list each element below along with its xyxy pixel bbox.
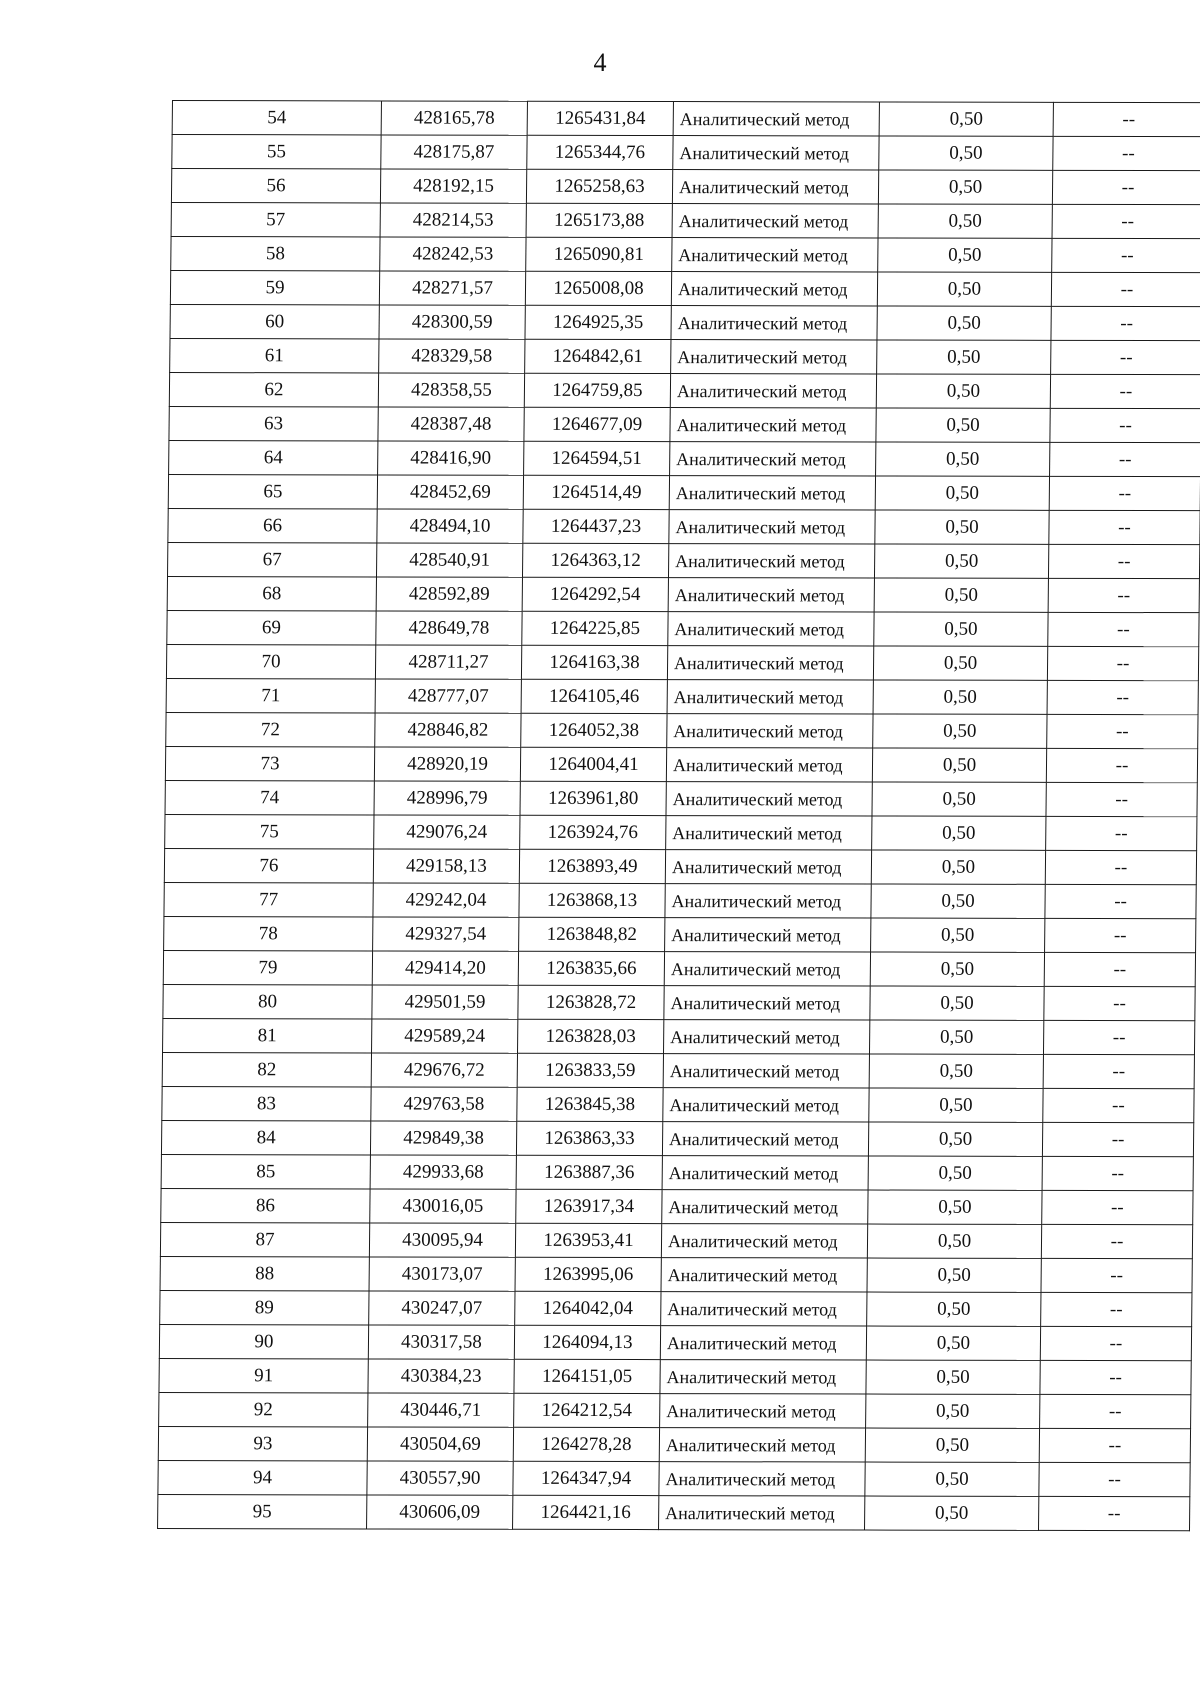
cell-point-number: 67 bbox=[168, 543, 377, 577]
table-row bbox=[163, 951, 1195, 987]
cell-note: -- bbox=[1045, 918, 1196, 952]
table-row bbox=[168, 475, 1200, 511]
cell-note: -- bbox=[1043, 1020, 1194, 1054]
cell-y-coordinate: 1264759,85 bbox=[524, 373, 670, 407]
cell-error: 0,50 bbox=[873, 646, 1047, 680]
table-row bbox=[158, 1427, 1190, 1463]
cell-point-number: 90 bbox=[159, 1325, 368, 1359]
cell-x-coordinate: 430606,09 bbox=[367, 1495, 513, 1529]
cell-note: -- bbox=[1049, 476, 1200, 510]
cell-point-number: 74 bbox=[165, 781, 374, 815]
table-row bbox=[163, 1019, 1195, 1055]
cell-x-coordinate: 430384,23 bbox=[368, 1359, 514, 1393]
cell-note: -- bbox=[1041, 1258, 1192, 1292]
cell-note: -- bbox=[1043, 1054, 1194, 1088]
cell-note: -- bbox=[1051, 306, 1200, 340]
cell-y-coordinate: 1263845,38 bbox=[517, 1087, 663, 1121]
cell-x-coordinate: 428846,82 bbox=[375, 713, 521, 747]
cell-error: 0,50 bbox=[872, 816, 1046, 850]
cell-method: Аналитический метод bbox=[668, 612, 874, 646]
cell-y-coordinate: 1263887,36 bbox=[516, 1155, 662, 1189]
cell-error: 0,50 bbox=[879, 102, 1053, 136]
cell-method: Аналитический метод bbox=[666, 748, 872, 782]
cell-note: -- bbox=[1044, 952, 1195, 986]
cell-y-coordinate: 1264052,38 bbox=[521, 713, 667, 747]
coordinates-table bbox=[157, 100, 1200, 1531]
cell-method: Аналитический метод bbox=[661, 1224, 867, 1258]
table-row bbox=[166, 645, 1198, 681]
cell-method: Аналитический метод bbox=[660, 1394, 866, 1428]
cell-note: -- bbox=[1053, 136, 1200, 170]
cell-y-coordinate: 1265173,88 bbox=[526, 203, 672, 237]
cell-x-coordinate: 429849,38 bbox=[370, 1121, 516, 1155]
table-row bbox=[169, 407, 1200, 443]
cell-x-coordinate: 429933,68 bbox=[370, 1155, 516, 1189]
cell-method: Аналитический метод bbox=[662, 1122, 868, 1156]
cell-y-coordinate: 1264105,46 bbox=[521, 679, 667, 713]
cell-y-coordinate: 1263893,49 bbox=[519, 849, 665, 883]
cell-method: Аналитический метод bbox=[659, 1496, 865, 1530]
table-row bbox=[170, 339, 1200, 375]
cell-error: 0,50 bbox=[865, 1428, 1039, 1462]
table-row bbox=[161, 1155, 1193, 1191]
cell-error: 0,50 bbox=[876, 374, 1050, 408]
cell-y-coordinate: 1263828,03 bbox=[518, 1019, 664, 1053]
cell-note: -- bbox=[1052, 204, 1200, 238]
cell-y-coordinate: 1263863,33 bbox=[516, 1121, 662, 1155]
cell-error: 0,50 bbox=[877, 306, 1051, 340]
table-row bbox=[169, 441, 1200, 477]
cell-method: Аналитический метод bbox=[660, 1360, 866, 1394]
cell-method: Аналитический метод bbox=[668, 578, 874, 612]
cell-error: 0,50 bbox=[867, 1224, 1041, 1258]
cell-point-number: 60 bbox=[170, 305, 379, 339]
cell-note: -- bbox=[1048, 612, 1199, 646]
cell-y-coordinate: 1264925,35 bbox=[525, 305, 671, 339]
cell-point-number: 55 bbox=[172, 135, 381, 169]
cell-error: 0,50 bbox=[878, 238, 1052, 272]
cell-error: 0,50 bbox=[873, 680, 1047, 714]
cell-x-coordinate: 428387,48 bbox=[378, 407, 524, 441]
cell-point-number: 72 bbox=[166, 713, 375, 747]
table-row bbox=[162, 1087, 1194, 1123]
cell-method: Аналитический метод bbox=[671, 340, 877, 374]
cell-note: -- bbox=[1039, 1428, 1190, 1462]
cell-note: -- bbox=[1038, 1496, 1189, 1530]
cell-y-coordinate: 1263833,59 bbox=[517, 1053, 663, 1087]
table-row bbox=[164, 883, 1196, 919]
cell-method: Аналитический метод bbox=[670, 442, 876, 476]
cell-method: Аналитический метод bbox=[668, 544, 874, 578]
cell-x-coordinate: 429414,20 bbox=[372, 951, 518, 985]
cell-error: 0,50 bbox=[874, 612, 1048, 646]
table-row bbox=[166, 713, 1198, 749]
cell-note: -- bbox=[1046, 748, 1197, 782]
cell-x-coordinate: 428242,53 bbox=[380, 237, 526, 271]
table-row bbox=[160, 1257, 1192, 1293]
cell-method: Аналитический метод bbox=[661, 1258, 867, 1292]
cell-point-number: 94 bbox=[158, 1461, 367, 1495]
table-row bbox=[167, 611, 1199, 647]
table-row bbox=[158, 1495, 1190, 1531]
cell-y-coordinate: 1263828,72 bbox=[518, 985, 664, 1019]
cell-note: -- bbox=[1046, 782, 1197, 816]
table-row bbox=[169, 373, 1200, 409]
table-row bbox=[163, 985, 1195, 1021]
cell-method: Аналитический метод bbox=[673, 102, 879, 136]
cell-point-number: 82 bbox=[162, 1053, 371, 1087]
cell-y-coordinate: 1265258,63 bbox=[526, 169, 672, 203]
cell-error: 0,50 bbox=[878, 204, 1052, 238]
cell-method: Аналитический метод bbox=[672, 170, 878, 204]
cell-note: -- bbox=[1041, 1224, 1192, 1258]
cell-method: Аналитический метод bbox=[667, 646, 873, 680]
cell-method: Аналитический метод bbox=[664, 952, 870, 986]
cell-y-coordinate: 1264004,41 bbox=[520, 747, 666, 781]
cell-note: -- bbox=[1042, 1190, 1193, 1224]
cell-note: -- bbox=[1049, 510, 1200, 544]
cell-x-coordinate: 428300,59 bbox=[379, 305, 525, 339]
cell-point-number: 71 bbox=[166, 679, 375, 713]
cell-error: 0,50 bbox=[874, 544, 1048, 578]
cell-x-coordinate: 428452,69 bbox=[377, 475, 523, 509]
cell-y-coordinate: 1264292,54 bbox=[522, 577, 668, 611]
cell-x-coordinate: 429676,72 bbox=[371, 1053, 517, 1087]
table-row bbox=[159, 1325, 1191, 1361]
cell-method: Аналитический метод bbox=[671, 272, 877, 306]
cell-point-number: 92 bbox=[159, 1393, 368, 1427]
cell-note: -- bbox=[1052, 238, 1200, 272]
page-number: 4 bbox=[593, 48, 607, 77]
cell-y-coordinate: 1264437,23 bbox=[523, 509, 669, 543]
cell-point-number: 59 bbox=[170, 271, 379, 305]
cell-x-coordinate: 429242,04 bbox=[373, 883, 519, 917]
cell-error: 0,50 bbox=[871, 918, 1045, 952]
cell-x-coordinate: 430317,58 bbox=[368, 1325, 514, 1359]
cell-point-number: 77 bbox=[164, 883, 373, 917]
cell-error: 0,50 bbox=[866, 1326, 1040, 1360]
cell-point-number: 78 bbox=[164, 917, 373, 951]
cell-x-coordinate: 429501,59 bbox=[372, 985, 518, 1019]
cell-point-number: 73 bbox=[165, 747, 374, 781]
cell-x-coordinate: 428649,78 bbox=[376, 611, 522, 645]
cell-method: Аналитический метод bbox=[670, 374, 876, 408]
table-row bbox=[170, 271, 1200, 307]
cell-note: -- bbox=[1041, 1292, 1192, 1326]
cell-method: Аналитический метод bbox=[667, 714, 873, 748]
cell-method: Аналитический метод bbox=[660, 1326, 866, 1360]
cell-x-coordinate: 428416,90 bbox=[378, 441, 524, 475]
table-row bbox=[162, 1053, 1194, 1089]
cell-error: 0,50 bbox=[865, 1462, 1039, 1496]
cell-point-number: 75 bbox=[165, 815, 374, 849]
cell-y-coordinate: 1263848,82 bbox=[519, 917, 665, 951]
coordinates-table-wrapper bbox=[157, 100, 1148, 1531]
cell-point-number: 54 bbox=[172, 101, 381, 135]
cell-point-number: 80 bbox=[163, 985, 372, 1019]
table-row bbox=[161, 1189, 1193, 1225]
cell-point-number: 64 bbox=[169, 441, 378, 475]
cell-note: -- bbox=[1040, 1360, 1191, 1394]
cell-x-coordinate: 430095,94 bbox=[369, 1223, 515, 1257]
cell-x-coordinate: 428711,27 bbox=[375, 645, 521, 679]
table-row bbox=[171, 203, 1200, 239]
cell-note: -- bbox=[1051, 340, 1200, 374]
cell-y-coordinate: 1263961,80 bbox=[520, 781, 666, 815]
table-row bbox=[171, 169, 1200, 205]
cell-error: 0,50 bbox=[868, 1156, 1042, 1190]
cell-x-coordinate: 429158,13 bbox=[373, 849, 519, 883]
table-row bbox=[168, 509, 1200, 545]
cell-x-coordinate: 428777,07 bbox=[375, 679, 521, 713]
cell-error: 0,50 bbox=[879, 136, 1053, 170]
cell-method: Аналитический метод bbox=[663, 1020, 869, 1054]
cell-note: -- bbox=[1053, 102, 1200, 136]
cell-error: 0,50 bbox=[874, 578, 1048, 612]
cell-y-coordinate: 1265090,81 bbox=[526, 237, 672, 271]
cell-error: 0,50 bbox=[878, 170, 1052, 204]
cell-point-number: 89 bbox=[160, 1291, 369, 1325]
cell-y-coordinate: 1263868,13 bbox=[519, 883, 665, 917]
cell-y-coordinate: 1265008,08 bbox=[525, 271, 671, 305]
cell-error: 0,50 bbox=[871, 850, 1045, 884]
cell-point-number: 68 bbox=[167, 577, 376, 611]
cell-x-coordinate: 428358,55 bbox=[378, 373, 524, 407]
table-row bbox=[165, 747, 1197, 783]
cell-x-coordinate: 429763,58 bbox=[371, 1087, 517, 1121]
cell-point-number: 85 bbox=[161, 1155, 370, 1189]
cell-method: Аналитический метод bbox=[661, 1292, 867, 1326]
table-row bbox=[158, 1461, 1190, 1497]
cell-error: 0,50 bbox=[873, 714, 1047, 748]
cell-error: 0,50 bbox=[872, 748, 1046, 782]
cell-method: Аналитический метод bbox=[659, 1462, 865, 1496]
cell-y-coordinate: 1264094,13 bbox=[514, 1325, 660, 1359]
table-row bbox=[159, 1393, 1191, 1429]
cell-point-number: 93 bbox=[158, 1427, 367, 1461]
cell-x-coordinate: 428329,58 bbox=[379, 339, 525, 373]
cell-note: -- bbox=[1040, 1394, 1191, 1428]
cell-x-coordinate: 428175,87 bbox=[381, 135, 527, 169]
cell-x-coordinate: 428214,53 bbox=[380, 203, 526, 237]
table-row bbox=[160, 1223, 1192, 1259]
cell-error: 0,50 bbox=[868, 1122, 1042, 1156]
cell-x-coordinate: 428540,91 bbox=[376, 543, 522, 577]
cell-point-number: 84 bbox=[161, 1121, 370, 1155]
cell-x-coordinate: 428494,10 bbox=[377, 509, 523, 543]
cell-note: -- bbox=[1050, 408, 1200, 442]
cell-y-coordinate: 1264042,04 bbox=[515, 1291, 661, 1325]
cell-y-coordinate: 1264151,05 bbox=[514, 1359, 660, 1393]
cell-method: Аналитический метод bbox=[664, 986, 870, 1020]
cell-y-coordinate: 1264514,49 bbox=[523, 475, 669, 509]
cell-point-number: 61 bbox=[170, 339, 379, 373]
cell-error: 0,50 bbox=[867, 1258, 1041, 1292]
cell-method: Аналитический метод bbox=[662, 1190, 868, 1224]
cell-method: Аналитический метод bbox=[666, 816, 872, 850]
cell-x-coordinate: 430557,90 bbox=[367, 1461, 513, 1495]
cell-point-number: 63 bbox=[169, 407, 378, 441]
cell-error: 0,50 bbox=[869, 1088, 1043, 1122]
table-row bbox=[161, 1121, 1193, 1157]
cell-method: Аналитический метод bbox=[673, 136, 879, 170]
cell-y-coordinate: 1263924,76 bbox=[520, 815, 666, 849]
cell-point-number: 83 bbox=[162, 1087, 371, 1121]
cell-method: Аналитический метод bbox=[659, 1428, 865, 1462]
cell-point-number: 70 bbox=[166, 645, 375, 679]
cell-note: -- bbox=[1042, 1122, 1193, 1156]
cell-x-coordinate: 428271,57 bbox=[379, 271, 525, 305]
cell-note: -- bbox=[1045, 850, 1196, 884]
cell-note: -- bbox=[1048, 578, 1199, 612]
table-row bbox=[166, 679, 1198, 715]
cell-y-coordinate: 1263953,41 bbox=[515, 1223, 661, 1257]
cell-point-number: 88 bbox=[160, 1257, 369, 1291]
cell-y-coordinate: 1264842,61 bbox=[525, 339, 671, 373]
cell-method: Аналитический метод bbox=[670, 408, 876, 442]
cell-error: 0,50 bbox=[877, 340, 1051, 374]
cell-y-coordinate: 1265431,84 bbox=[527, 101, 673, 135]
cell-error: 0,50 bbox=[876, 442, 1050, 476]
table-row bbox=[172, 101, 1200, 137]
table-row bbox=[170, 305, 1200, 341]
cell-note: -- bbox=[1040, 1326, 1191, 1360]
cell-y-coordinate: 1264225,85 bbox=[522, 611, 668, 645]
cell-point-number: 56 bbox=[171, 169, 380, 203]
cell-y-coordinate: 1264278,28 bbox=[513, 1427, 659, 1461]
cell-error: 0,50 bbox=[868, 1190, 1042, 1224]
cell-x-coordinate: 428592,89 bbox=[376, 577, 522, 611]
cell-method: Аналитический метод bbox=[667, 680, 873, 714]
cell-point-number: 62 bbox=[169, 373, 378, 407]
cell-error: 0,50 bbox=[871, 884, 1045, 918]
cell-method: Аналитический метод bbox=[663, 1054, 869, 1088]
cell-note: -- bbox=[1052, 170, 1200, 204]
cell-x-coordinate: 430446,71 bbox=[368, 1393, 514, 1427]
cell-error: 0,50 bbox=[870, 986, 1044, 1020]
cell-y-coordinate: 1264421,16 bbox=[513, 1495, 659, 1529]
cell-point-number: 79 bbox=[163, 951, 372, 985]
cell-point-number: 86 bbox=[161, 1189, 370, 1223]
cell-point-number: 81 bbox=[163, 1019, 372, 1053]
cell-y-coordinate: 1265344,76 bbox=[527, 135, 673, 169]
cell-note: -- bbox=[1045, 884, 1196, 918]
table-row bbox=[171, 237, 1200, 273]
cell-y-coordinate: 1264163,38 bbox=[521, 645, 667, 679]
cell-method: Аналитический метод bbox=[665, 918, 871, 952]
cell-point-number: 57 bbox=[171, 203, 380, 237]
cell-note: -- bbox=[1047, 646, 1198, 680]
cell-error: 0,50 bbox=[875, 510, 1049, 544]
cell-point-number: 91 bbox=[159, 1359, 368, 1393]
cell-error: 0,50 bbox=[875, 476, 1049, 510]
cell-method: Аналитический метод bbox=[669, 476, 875, 510]
table-row bbox=[165, 815, 1197, 851]
cell-point-number: 87 bbox=[160, 1223, 369, 1257]
cell-point-number: 95 bbox=[158, 1495, 367, 1529]
cell-error: 0,50 bbox=[869, 1020, 1043, 1054]
cell-error: 0,50 bbox=[865, 1496, 1039, 1530]
cell-point-number: 69 bbox=[167, 611, 376, 645]
cell-y-coordinate: 1264347,94 bbox=[513, 1461, 659, 1495]
cell-method: Аналитический метод bbox=[665, 850, 871, 884]
cell-note: -- bbox=[1039, 1462, 1190, 1496]
cell-x-coordinate: 428996,79 bbox=[374, 781, 520, 815]
table-body bbox=[158, 101, 1200, 1531]
cell-y-coordinate: 1264363,12 bbox=[522, 543, 668, 577]
cell-method: Аналитический метод bbox=[662, 1156, 868, 1190]
cell-point-number: 58 bbox=[171, 237, 380, 271]
cell-error: 0,50 bbox=[866, 1394, 1040, 1428]
cell-note: -- bbox=[1050, 442, 1200, 476]
cell-note: -- bbox=[1051, 272, 1200, 306]
table-row bbox=[159, 1359, 1191, 1395]
cell-error: 0,50 bbox=[876, 408, 1050, 442]
cell-error: 0,50 bbox=[872, 782, 1046, 816]
cell-x-coordinate: 430504,69 bbox=[367, 1427, 513, 1461]
table-row bbox=[160, 1291, 1192, 1327]
cell-method: Аналитический метод bbox=[672, 238, 878, 272]
cell-note: -- bbox=[1042, 1156, 1193, 1190]
cell-method: Аналитический метод bbox=[663, 1088, 869, 1122]
cell-y-coordinate: 1263995,06 bbox=[515, 1257, 661, 1291]
cell-method: Аналитический метод bbox=[671, 306, 877, 340]
cell-point-number: 76 bbox=[164, 849, 373, 883]
cell-error: 0,50 bbox=[870, 952, 1044, 986]
cell-point-number: 65 bbox=[168, 475, 377, 509]
cell-y-coordinate: 1264212,54 bbox=[514, 1393, 660, 1427]
cell-error: 0,50 bbox=[866, 1360, 1040, 1394]
cell-x-coordinate: 428165,78 bbox=[381, 101, 527, 135]
table-row bbox=[165, 781, 1197, 817]
cell-note: -- bbox=[1044, 986, 1195, 1020]
cell-x-coordinate: 428920,19 bbox=[374, 747, 520, 781]
cell-y-coordinate: 1264594,51 bbox=[524, 441, 670, 475]
cell-x-coordinate: 430173,07 bbox=[369, 1257, 515, 1291]
cell-point-number: 66 bbox=[168, 509, 377, 543]
cell-y-coordinate: 1264677,09 bbox=[524, 407, 670, 441]
table-row bbox=[167, 577, 1199, 613]
cell-method: Аналитический метод bbox=[669, 510, 875, 544]
cell-y-coordinate: 1263917,34 bbox=[516, 1189, 662, 1223]
cell-x-coordinate: 430247,07 bbox=[369, 1291, 515, 1325]
cell-method: Аналитический метод bbox=[672, 204, 878, 238]
table-row bbox=[164, 849, 1196, 885]
cell-x-coordinate: 430016,05 bbox=[370, 1189, 516, 1223]
table-row bbox=[168, 543, 1200, 579]
cell-note: -- bbox=[1047, 714, 1198, 748]
cell-note: -- bbox=[1046, 816, 1197, 850]
cell-error: 0,50 bbox=[867, 1292, 1041, 1326]
cell-note: -- bbox=[1047, 680, 1198, 714]
cell-note: -- bbox=[1050, 374, 1200, 408]
cell-error: 0,50 bbox=[869, 1054, 1043, 1088]
cell-method: Аналитический метод bbox=[665, 884, 871, 918]
cell-note: -- bbox=[1048, 544, 1199, 578]
table-row bbox=[164, 917, 1196, 953]
cell-x-coordinate: 429589,24 bbox=[372, 1019, 518, 1053]
cell-error: 0,50 bbox=[877, 272, 1051, 306]
cell-note: -- bbox=[1043, 1088, 1194, 1122]
table-row bbox=[172, 135, 1200, 171]
cell-x-coordinate: 429327,54 bbox=[373, 917, 519, 951]
cell-y-coordinate: 1263835,66 bbox=[518, 951, 664, 985]
cell-method: Аналитический метод bbox=[666, 782, 872, 816]
cell-x-coordinate: 428192,15 bbox=[380, 169, 526, 203]
cell-x-coordinate: 429076,24 bbox=[374, 815, 520, 849]
